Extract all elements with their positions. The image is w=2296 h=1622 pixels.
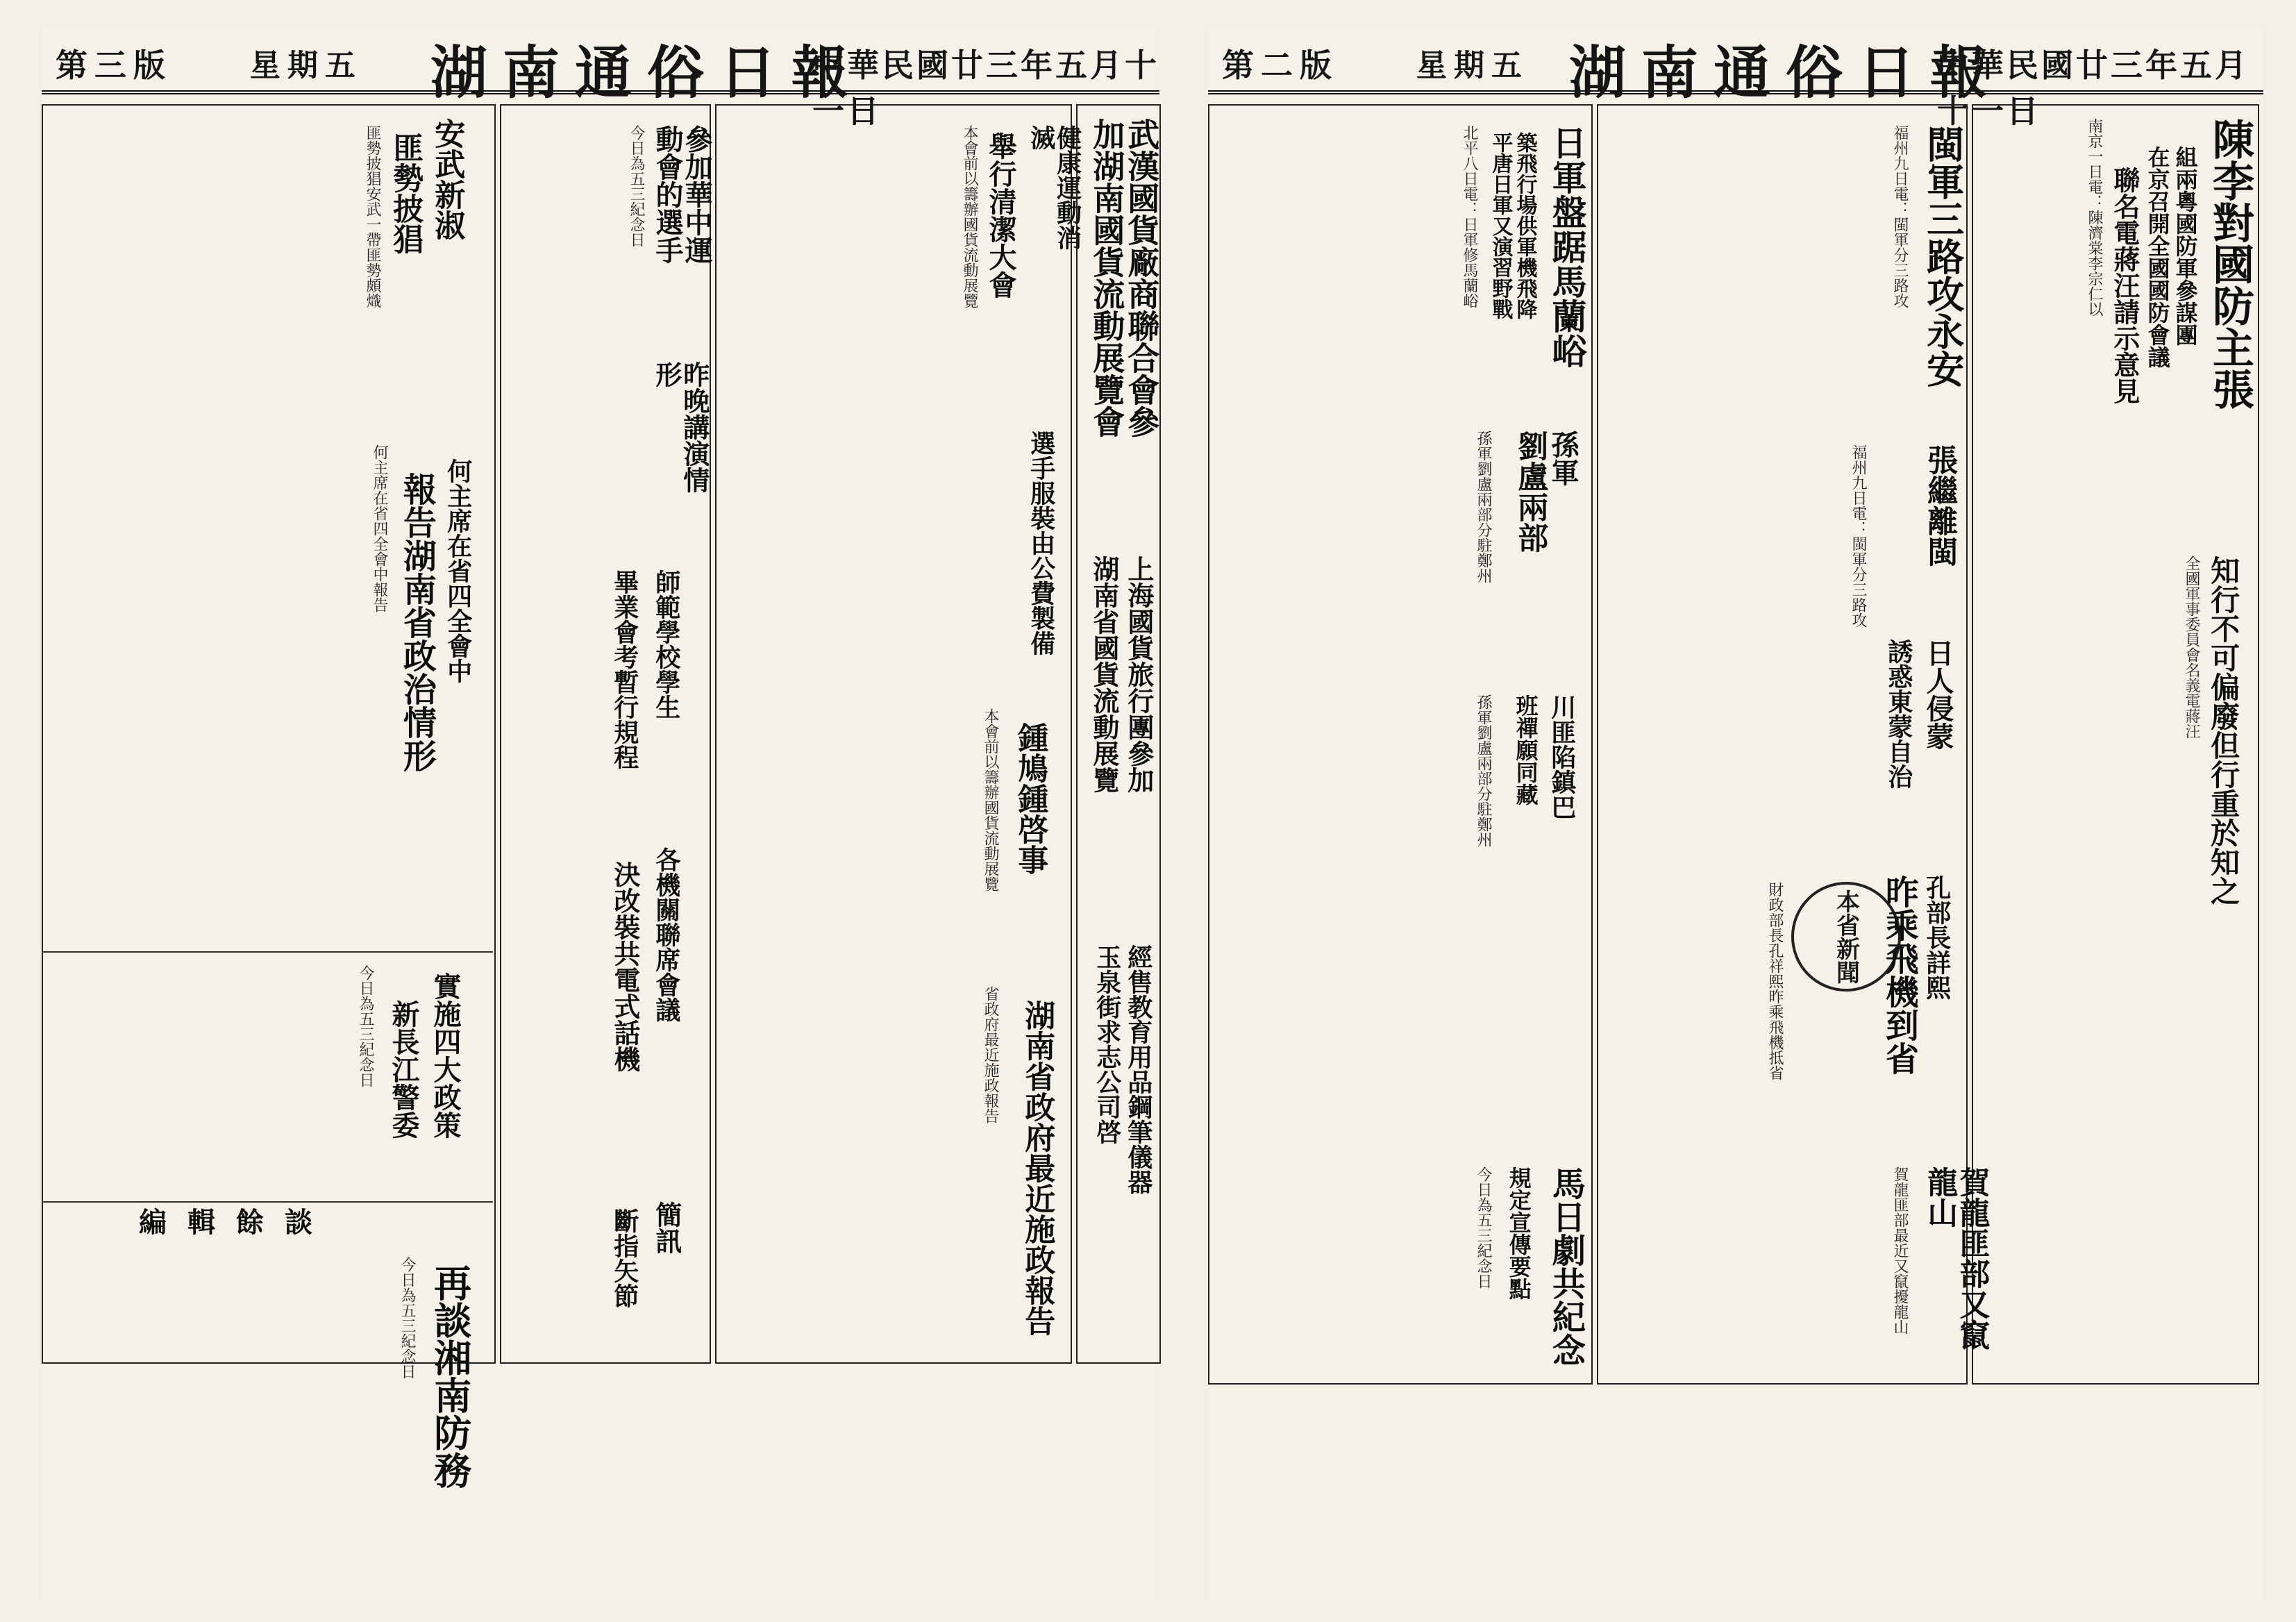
clock-article: 本會前以籌辦國貨流動展覽	[982, 708, 999, 892]
province-article: 省政府最近施政報告	[982, 986, 999, 1123]
report-headline: 報告湖南省政治情形	[397, 472, 437, 772]
defense-main-headline: 陳李對國防主張	[2206, 118, 2254, 410]
japan-headline: 日軍盤踞馬蘭峪	[1546, 125, 1588, 368]
clock-headline: 鍾鳩鍾啓事	[1012, 722, 1048, 875]
defense-article: 南京一日電：陳濟棠李宗仁以	[2086, 118, 2103, 317]
newspaper-title: 湖南通俗日報	[1569, 40, 2003, 106]
zhang-headline: 張繼離閩	[1922, 444, 1958, 567]
hygiene-headline: 健康運動消滅	[1026, 125, 1082, 250]
propaganda-headline: 規定宣傳要點	[1505, 1167, 1532, 1300]
section-headline: 安武新淑	[429, 118, 465, 240]
lure-headline: 誘惑東蒙自治	[1884, 639, 1913, 789]
liulu-headline: 劉盧兩部	[1512, 430, 1548, 553]
mongolia-article: 福州九日電：閩軍分三路攻	[1850, 444, 1867, 628]
chief-headline: 新長江警委	[387, 1000, 420, 1139]
masthead	[1208, 28, 2263, 130]
knowledge-article: 全國軍事委員會名義電蔣汪	[2183, 555, 2200, 739]
festival-headline: 斷指矢節	[610, 1208, 639, 1308]
defense-subhead-2: 在京召開全國國防會議	[2144, 146, 2171, 368]
sun-headline: 孫軍	[1547, 430, 1579, 486]
stationery-ad-2: 玉泉街求志公司啓	[1092, 944, 1122, 1144]
editor-article: 今日為五三紀念日	[399, 1257, 416, 1379]
japan-subhead-2: 平唐日軍又演習野戰	[1488, 132, 1513, 319]
ma-article: 今日為五三紀念日	[1475, 1167, 1492, 1289]
misc-article: 今日為五三紀念日	[357, 965, 374, 1087]
weekday: 星期五	[1416, 48, 1529, 83]
shanghai-headline-2: 湖南省國貨流動展覽	[1088, 555, 1120, 793]
weekday: 星期五	[250, 48, 362, 83]
march-article: 福州九日電：閩軍分三路攻	[1891, 125, 1909, 308]
cleaning-article: 本會前以籌辦國貨流動展覽	[961, 125, 978, 308]
kong-headline: 孔部長詳熙	[1922, 875, 1952, 1000]
he-long-headline: 賀龍匪部又竄龍山	[1922, 1167, 1990, 1350]
sports-headline: 參加華中運動會的選手	[651, 125, 713, 264]
normal-school-headline: 師範學校學生	[651, 569, 681, 719]
mongolia-headline: 日人侵蒙	[1922, 639, 1954, 750]
brief-headline: 簡訊	[651, 1201, 682, 1254]
issue-date: 中華民國廿三年五月十一日	[1937, 47, 2249, 130]
shanghai-headline-1: 上海國貨旅行團參加	[1123, 555, 1155, 793]
knowledge-headline: 知行不可偏廢但行重於知之	[2206, 555, 2241, 905]
bandit-article: 匪勢披猖安武一帶匪勢頗熾	[364, 125, 381, 308]
sun-article: 孫軍劉盧兩部分駐鄭州	[1475, 430, 1492, 583]
temple-headline: 班禪願同藏	[1512, 694, 1539, 805]
stationery-ad-1: 經售教育用品鋼筆儀器	[1123, 944, 1153, 1194]
march-headline: 閩軍三路攻永安	[1920, 125, 1966, 387]
japan-subhead-1: 築飛行場供軍機飛降	[1512, 132, 1537, 319]
he-long-article: 賀龍匪部最近又竄擾龍山	[1891, 1167, 1909, 1335]
cleaning-headline: 舉行清潔大會	[984, 132, 1017, 299]
sports-article: 今日為五三紀念日	[628, 125, 645, 247]
page-number: 第二版	[1222, 47, 1339, 84]
defense-subhead-3: 聯名電蔣汪請示意見	[2109, 167, 2140, 404]
page-number: 第三版	[56, 47, 172, 84]
arrival-headline: 昨乘飛機到省	[1879, 875, 1919, 1075]
newspaper-page-3	[42, 28, 1159, 1604]
arrival-article: 財政部長孔祥熙昨乘飛機抵省	[1766, 882, 1784, 1080]
editor-notes-headline: 編輯餘談	[139, 1206, 333, 1239]
bandit-headline: 匪勢披猖	[387, 132, 424, 254]
issue-date: 中華民國廿三年五月十一日	[812, 47, 1159, 130]
graduation-headline: 畢業會考暫行規程	[610, 569, 639, 769]
phone-headline: 決改裝共電式話機	[609, 861, 641, 1072]
sichuan-article: 孫軍劉盧兩部分駐鄭州	[1475, 694, 1492, 847]
divider	[42, 1201, 493, 1203]
ma-headline: 馬日劇共紀念	[1546, 1167, 1586, 1366]
meeting-headline: 各機關聯席會議	[651, 847, 681, 1022]
exhibit-headline-1: 武漢國貨廠商聯合會參	[1123, 118, 1161, 437]
masthead	[42, 28, 1159, 130]
divider	[42, 951, 493, 953]
defense-subhead-1: 組兩粵國防軍參謀團	[2172, 146, 2199, 346]
local-news-stamp: 本省新聞	[1791, 882, 1901, 992]
sports-team-headline: 選手服裝由公費製備	[1026, 430, 1056, 655]
governor-headline: 何主席在省四全會中	[443, 458, 473, 683]
sichuan-headline: 川匪陷鎮巴	[1547, 694, 1577, 819]
governor-article: 何主席在省四全會中報告	[371, 444, 388, 612]
shihua-headline: 實施四大政策	[429, 972, 462, 1139]
japan-article: 北平八日電：日軍修馬蘭峪	[1461, 125, 1478, 308]
defense-headline: 再談湘南防務	[428, 1264, 473, 1489]
newspaper-title: 湖南通俗日報	[430, 40, 864, 106]
lecture-headline: 昨晚講演情形	[651, 361, 710, 493]
newspaper-page-2	[1208, 28, 2263, 1604]
exhibit-headline-2: 加湖南國貨流動展覽會	[1088, 118, 1126, 437]
province-report-headline: 湖南省政府最近施政報告	[1019, 1000, 1055, 1336]
